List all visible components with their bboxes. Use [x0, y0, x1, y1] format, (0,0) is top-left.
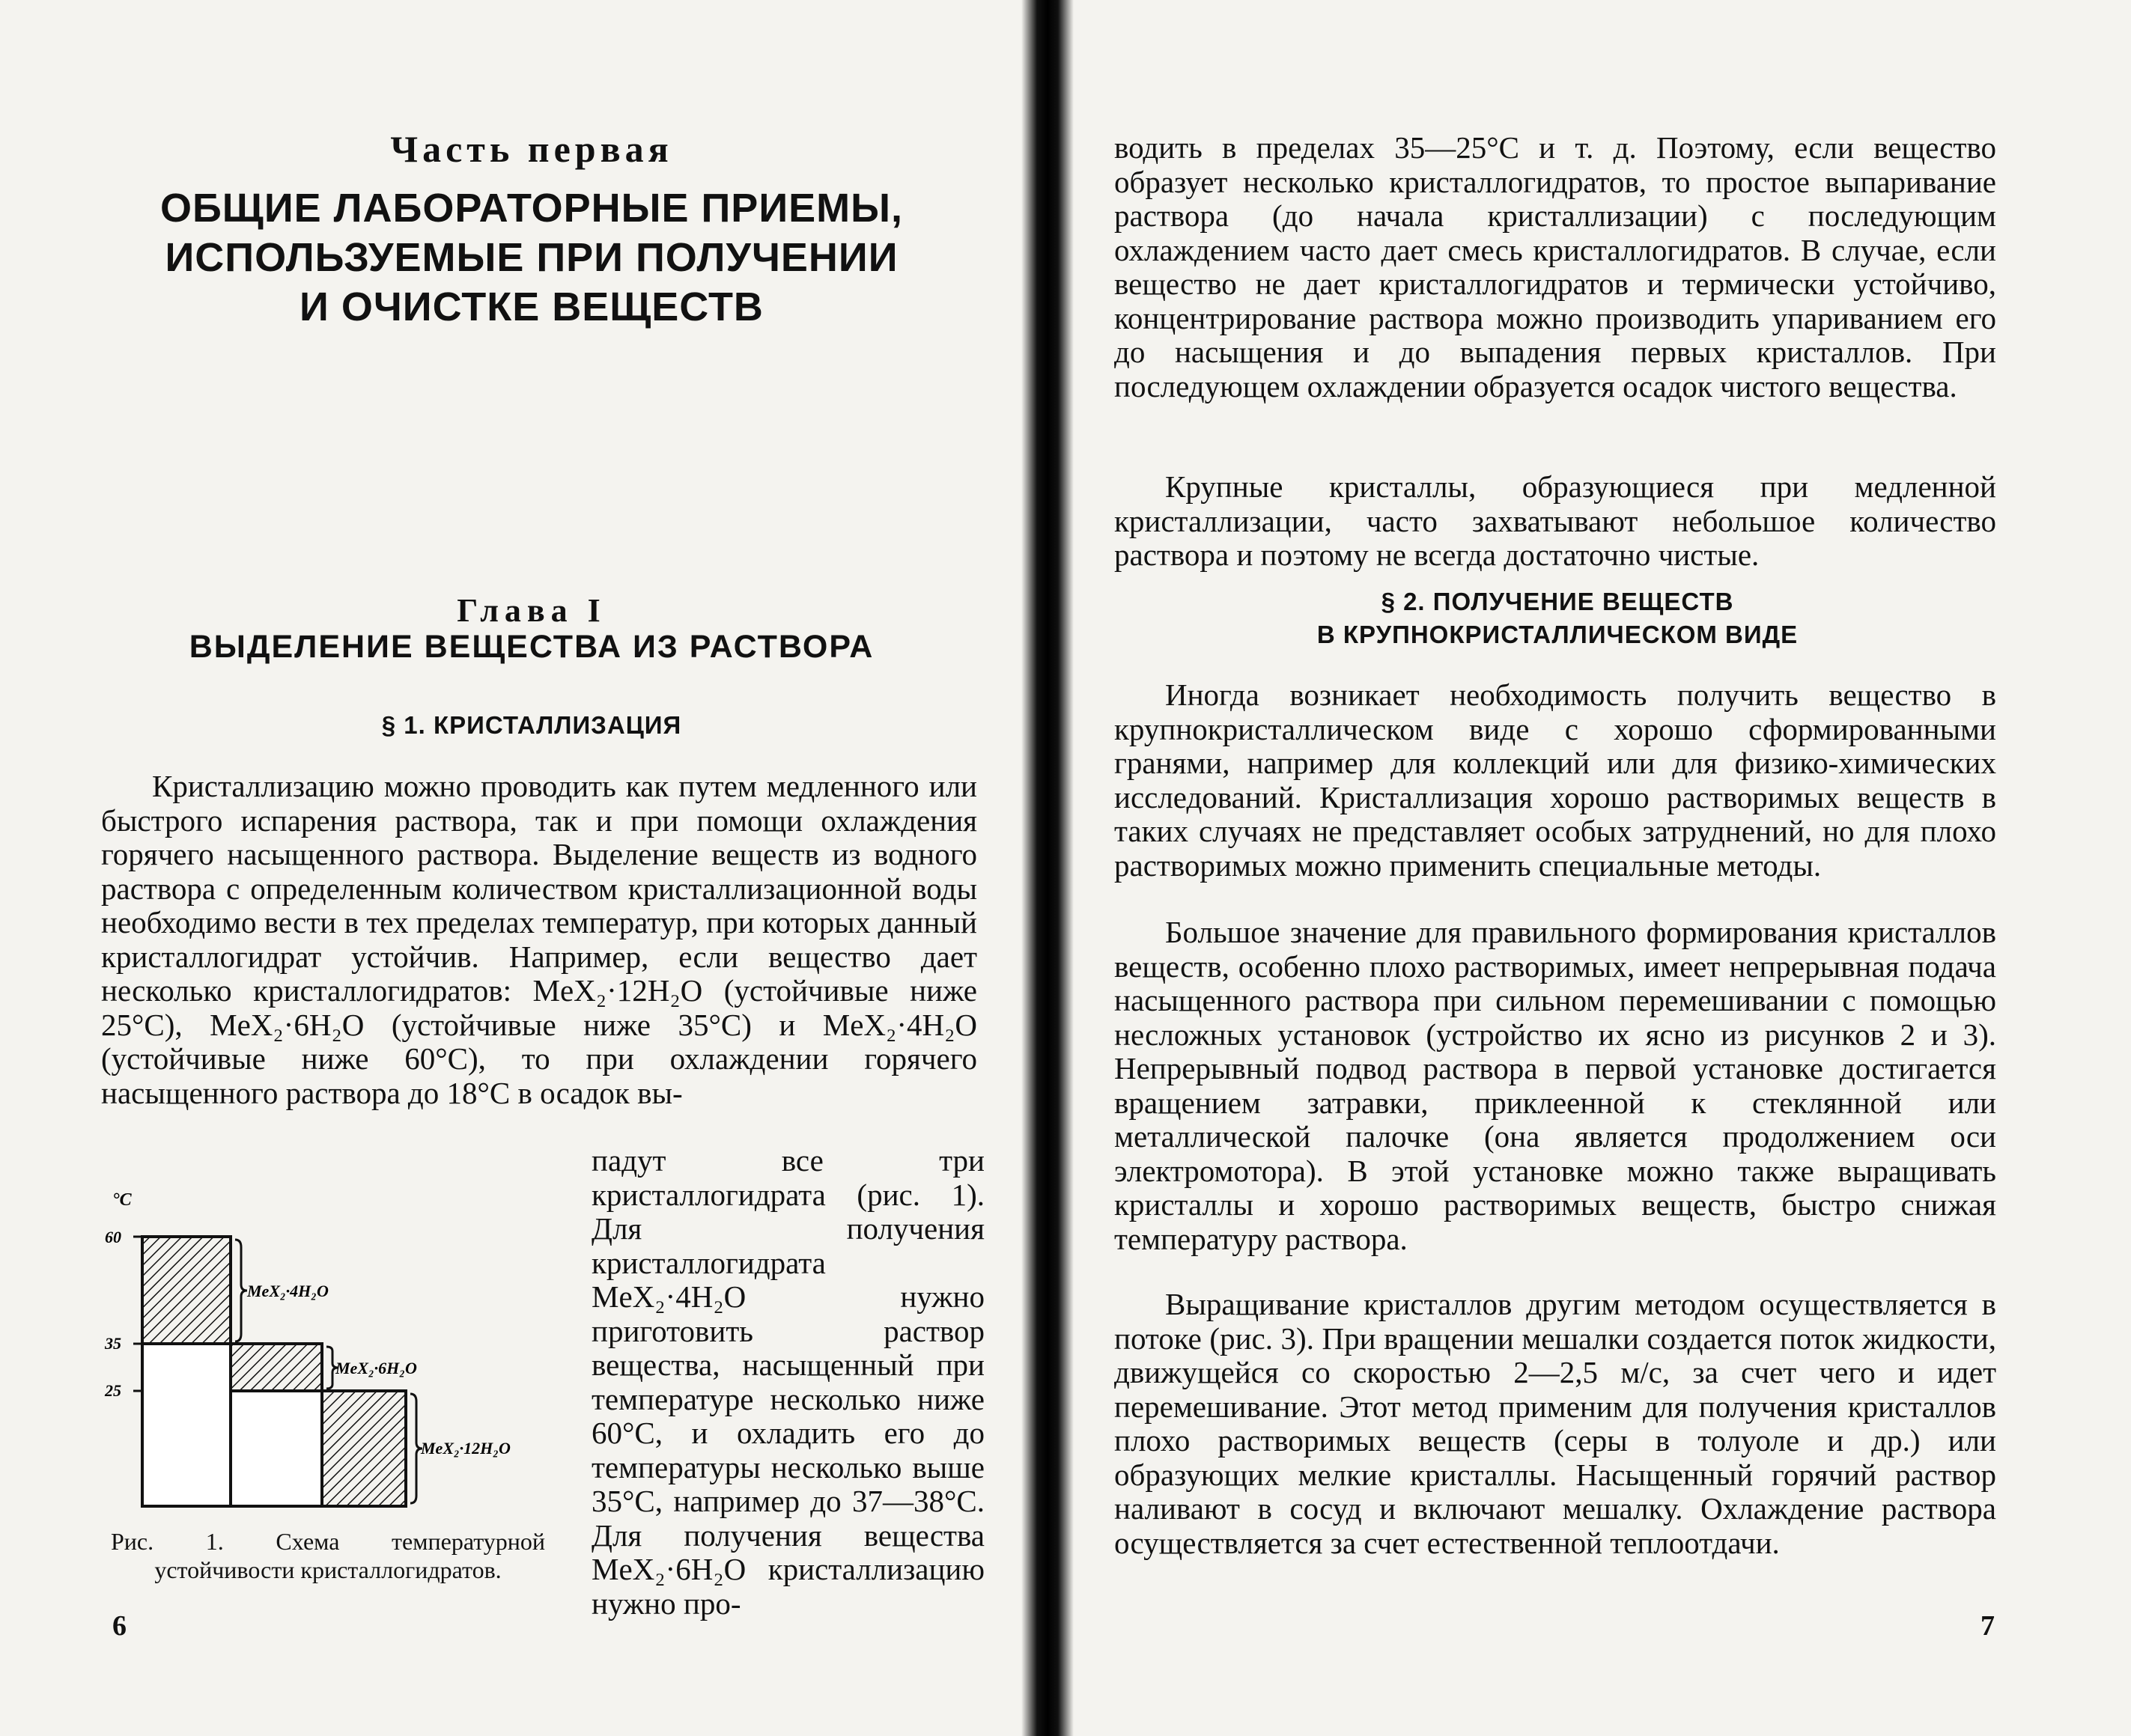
label-12h2o: MeX₂·12H₂O [421, 1439, 511, 1458]
label-4h2o: MeX₂·4H₂O [247, 1282, 329, 1300]
axis-unit-label: °C [112, 1190, 132, 1210]
paragraph-text: Выращивание кристаллов другим методом осуществляется в потоке (рис. 3). При вращении мешалки создается поток жидкости, движущейся со скоростью 2—2,5 м/с, за счет чего и идет перемешивание. Этот метод применим для получения кристаллов плохо растворимых веществ (серы в толуоле и др.) или образующих мелкие кристаллы. Насыщенный горячий раствор наливают в сосуд и включают мешалку. Охлаждение раствора осуществляется за счет естественной теплоотдачи. [1114, 1287, 1996, 1560]
section-title-line: В КРУПНОКРИСТАЛЛИЧЕСКОМ ВИДЕ [1316, 621, 1799, 648]
tick-label-25: 25 [105, 1381, 121, 1400]
page-number: 6 [112, 1610, 127, 1642]
paragraph-text: Иногда возникает необходимость получить вещество в крупнокристаллическом виде с хорошо сформированными гранями, например для коллекций или для физико-химических исследований. Кристаллизация хорошо растворимых веществ в таких случаях не представляет особых затруднений, но для плохо растворимых можно применить специальные методы. [1114, 677, 1996, 883]
section-title-line: § 2. ПОЛУЧЕНИЕ ВЕЩЕСТВ [1381, 588, 1734, 615]
paragraph [1114, 916, 1996, 1256]
page-number: 7 [1980, 1610, 1995, 1642]
paragraph-text: Кристаллизацию можно проводить как путем медленного или быстрого испарения раствора, так и при помощи охлаждения горячего насыщенного раствора. Выделение веществ из водного раствора с определенным количеством кристаллизационной воды необходимо вести в тех пределах температур, при которых данный кристаллогидрат устойчив. Например, если вещество дает несколько кристаллогидратов: MeX₂·12H₂O (устойчивые ниже 25°C), MeX₂·6H₂O (устойчивые ниже 35°C) и MeX₂·4H₂O (устойчивые ниже 60°C), то при охлаждении горячего насыщенного раствора до 18°C в осадок вы- [101, 769, 977, 1110]
figure-caption: Рис. 1. Схема температурной устойчивости кристаллогидратов. [111, 1528, 545, 1583]
main-title-line: ОБЩИЕ ЛАБОРАТОРНЫЕ ПРИЕМЫ, [159, 186, 903, 231]
paragraph-text: Крупные кристаллы, образующиеся при медленной кристаллизации, часто захватывают небольшое количество раствора и поэтому не всегда достаточно чистые. [1114, 469, 1996, 572]
section-title: § 1. КРИСТАЛЛИЗАЦИЯ [381, 711, 682, 739]
paragraph [1114, 131, 1996, 403]
paragraph-text: Большое значение для правильного формирования кристаллов веществ, особенно плохо растворимых, имеет непрерывная подача насыщенного раствора при сильном перемешивании с помощью несложных установок (устройство их ясно из рисунков 2 и 3). Непрерывный подвод раствора в первой установке достигается вращением затравки, приклеенной к стеклянной или металлической палочке (она является продолжением оси электромотора). В этой установке можно также выращивать кристаллы и хорошо растворимых веществ, быстро снижая температуру раствора. [1114, 915, 1996, 1256]
tick-label-60: 60 [105, 1228, 121, 1246]
section-title [1168, 585, 1947, 651]
tick-label-35: 35 [105, 1334, 121, 1353]
paragraph [1114, 470, 1996, 573]
paragraph [1114, 1288, 1996, 1560]
chapter-title: ВЫДЕЛЕНИЕ ВЕЩЕСТВА ИЗ РАСТВОРА [189, 629, 875, 665]
paragraph [1114, 678, 1996, 883]
chapter-label: Глава I [457, 592, 607, 629]
main-title-line: И ОЧИСТКЕ ВЕЩЕСТВ [300, 284, 764, 329]
part-title: Часть первая [390, 128, 673, 170]
paragraph-text: падут все три кристаллогидрата (рис. 1). Для получения кристаллогидрата MeX₂·4H₂O нужно приготовить раствор вещества, насыщенный при температуре несколько ниже 60°C, и охладить его до температуры несколько выше 35°C, например до 37—38°C. Для получения вещества MeX₂·6H₂O кристаллизацию нужно про- [592, 1143, 985, 1621]
paragraph-text: водить в пределах 35—25°C и т. д. Поэтому, если вещество образует несколько кристаллогидратов, то простое выпаривание раствора (до начала кристаллизации) с последующим охлаждением часто дает смесь кристаллогидратов. В случае, если вещество не дает кристаллогидратов и термически устойчиво, концентрирование раствора можно производить упариванием его до насыщения и до выпадения первых кристаллов. При последующем охлаждении образуется осадок чистого вещества. [1114, 130, 1996, 403]
label-6h2o: MeX₂·6H₂O [335, 1359, 417, 1377]
main-title-line: ИСПОЛЬЗУЕМЫЕ ПРИ ПОЛУЧЕНИИ [165, 235, 899, 280]
